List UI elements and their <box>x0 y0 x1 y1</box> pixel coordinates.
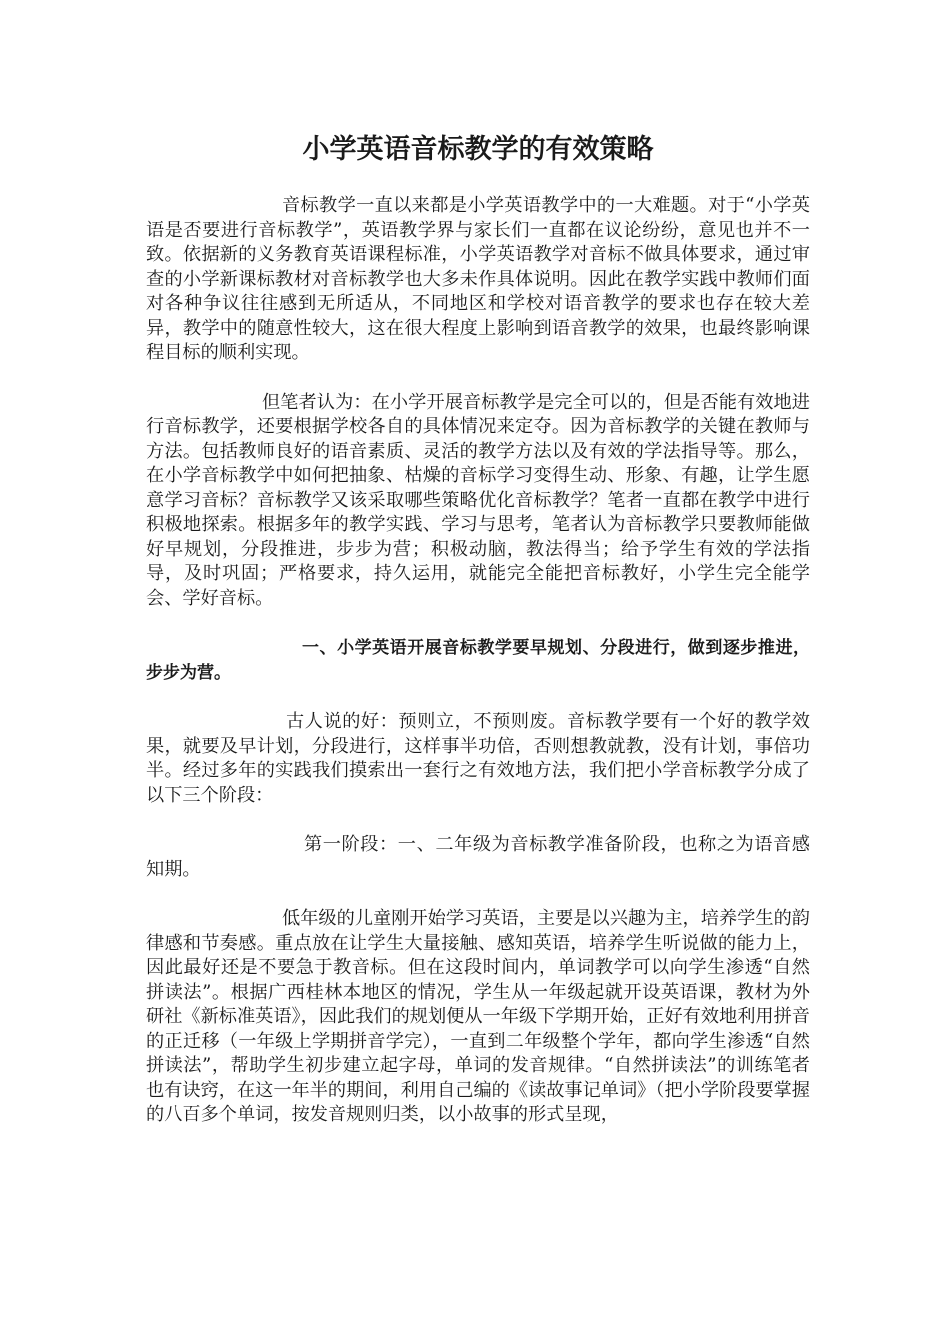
section-heading-1: 一、小学英语开展音标教学要早规划、分段进行，做到逐步推进，步步为营。 <box>146 638 810 683</box>
paragraph-intro: 音标教学一直以来都是小学英语教学中的一大难题。对于“小学英语是否要进行音标教学”，英语教学界与家长们一直都在议论纷纷，意见也并不一致。依据新的义务教育英语课程标准，小学英语教学对音标不做具体要求，通过审查的小学新课标教材对音标教学也大多未作具体说明。因此在教学实践中教师们面对各种争议往往感到无所适从，不同地区和学校对语音教学的要求也存在较大差异，教学中的随意性较大，这在很大程度上影响到语音教学的效果，也最终影响课程目标的顺利实现。 <box>146 195 810 363</box>
paragraph-stage-1: 第一阶段：一、二年级为音标教学准备阶段，也称之为语音感知期。 <box>146 834 810 880</box>
paragraph-lower-grades: 低年级的儿童刚开始学习英语，主要是以兴趣为主，培养学生的韵律感和节奏感。重点放在让学生大量接触、感知英语，培养学生听说做的能力上，因此最好还是不要急于教音标。但在这段时间内，单词教学可以向学生渗透“自然拼读法”。根据广西桂林本地区的情况，学生从一年级起就开设英语课，教材为外研社《新标准英语》，因此我们的规划便从一年级下学期开始，正好有效地利用拼音的正迁移（一年级上学期拼音学完），一直到二年级整个学年，都向学生渗透“自然拼读法”，帮助学生初步建立起字母，单词的发音规律。“自然拼读法”的训练笔者也有诀窍，在这一年半的期间，利用自己编的《读故事记单词》（把小学阶段要掌握的八百多个单词，按发音规则归类，以小故事的形式呈现， <box>146 908 810 1125</box>
paragraph-planning: 古人说的好：预则立，不预则废。音标教学要有一个好的教学效果，就要及早计划，分段进行，这样事半功倍，否则想教就教，没有计划，事倍功半。经过多年的实践我们摸索出一套行之有效地方法，我们把小学音标教学分成了以下三个阶段： <box>146 711 810 806</box>
paragraph-author-view: 但笔者认为：在小学开展音标教学是完全可以的，但是否能有效地进行音标教学，还要根据学校各自的具体情况来定夺。因为音标教学的关键在教师与方法。包括教师良好的语音素质、灵活的教学方法以及有效的学法指导等。那么，在小学音标教学中如何把抽象、枯燥的音标学习变得生动、形象、有趣，让学生愿意学习音标？音标教学又该采取哪些策略优化音标教学？笔者一直都在教学中进行积极地探索。根据多年的教学实践、学习与思考，笔者认为音标教学只要教师能做好早规划，分段推进，步步为营；积极动脑，教法得当；给予学生有效的学法指导，及时巩固；严格要求，持久运用，就能完全能把音标教好，小学生完全能学会、学好音标。 <box>146 391 810 609</box>
document-page <box>146 128 810 1153</box>
document-title: 小学英语音标教学的有效策略 <box>302 134 654 165</box>
